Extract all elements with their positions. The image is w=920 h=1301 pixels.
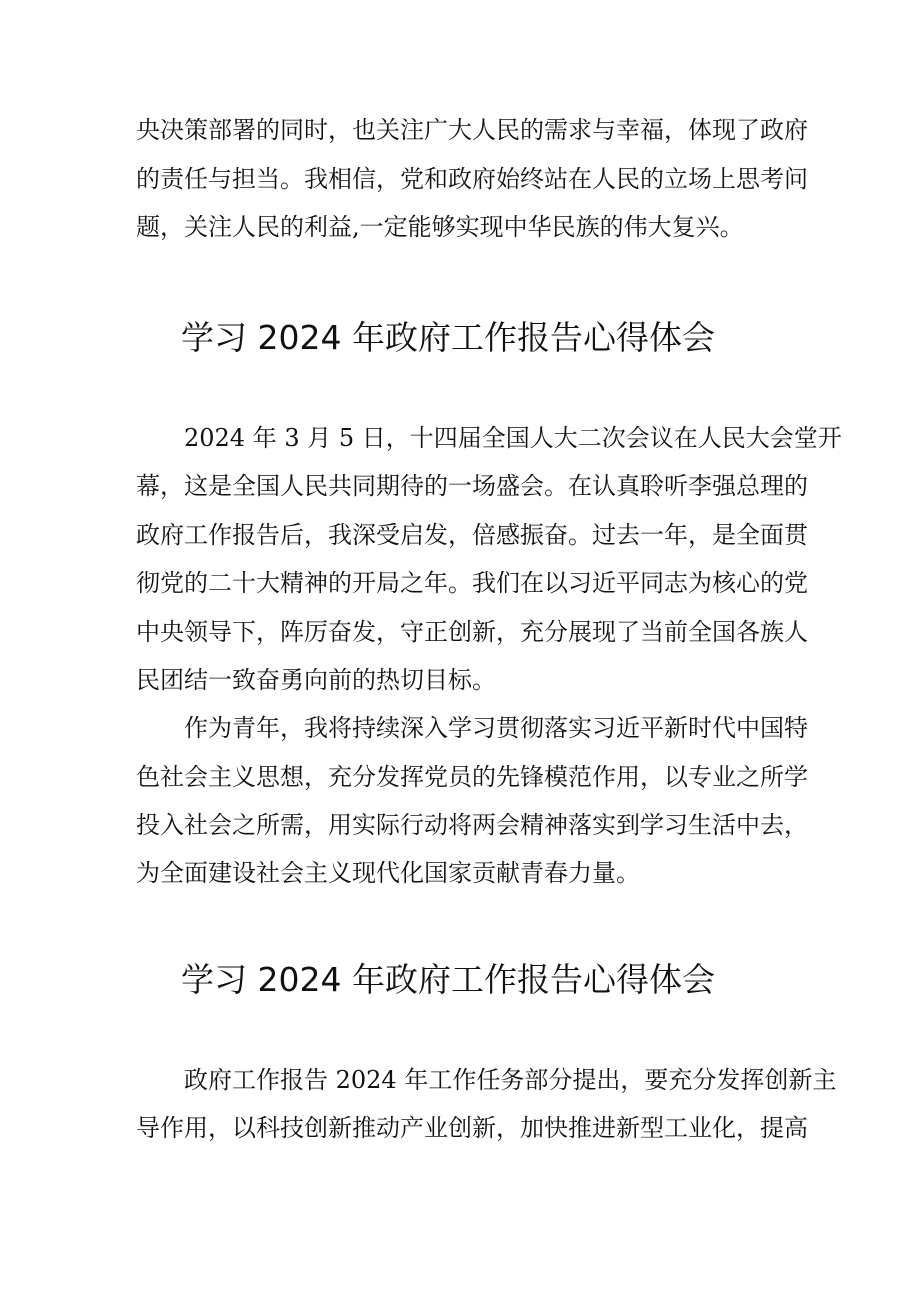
paragraph-line: 政府工作报告 2024 年工作任务部分提出，要充分发挥创新主 <box>184 1066 837 1094</box>
paragraph-line: 幕，这是全国人民共同期待的一场盛会。在认真聆听李强总理的 <box>136 472 808 500</box>
paragraph-line: 导作用，以科技创新推动产业创新，加快推进新型工业化，提高 <box>136 1114 808 1142</box>
section-title: 学习 2024 年政府工作报告心得体会 <box>181 960 715 999</box>
paragraph-line: 民团结一致奋勇向前的热切目标。 <box>136 666 496 694</box>
paragraph-line: 题，关注人民的利益,一定能够实现中华民族的伟大复兴。 <box>136 213 744 241</box>
paragraph-line: 央决策部署的同时，也关注广大人民的需求与幸福，体现了政府 <box>136 116 808 144</box>
paragraph-line: 彻党的二十大精神的开局之年。我们在以习近平同志为核心的党 <box>136 569 808 597</box>
paragraph-line: 中央领导下，阵厉奋发，守正创新，充分展现了当前全国各族人 <box>136 618 808 646</box>
paragraph-line: 的责任与担当。我相信，党和政府始终站在人民的立场上思考问 <box>136 165 808 193</box>
paragraph-line: 政府工作报告后，我深受启发，倍感振奋。过去一年，是全面贯 <box>136 521 808 549</box>
paragraph-line: 为全面建设社会主义现代化国家贡献青春力量。 <box>136 859 640 887</box>
paragraph-line: 投入社会之所需，用实际行动将两会精神落实到学习生活中去， <box>136 811 808 839</box>
paragraph-line: 2024 年 3 月 5 日，十四届全国人大二次会议在人民大会堂开 <box>184 424 842 452</box>
paragraph-line: 色社会主义思想，充分发挥党员的先锋模范作用，以专业之所学 <box>136 763 808 791</box>
paragraph-line: 作为青年，我将持续深入学习贯彻落实习近平新时代中国特 <box>184 714 808 742</box>
section-title: 学习 2024 年政府工作报告心得体会 <box>181 318 715 357</box>
